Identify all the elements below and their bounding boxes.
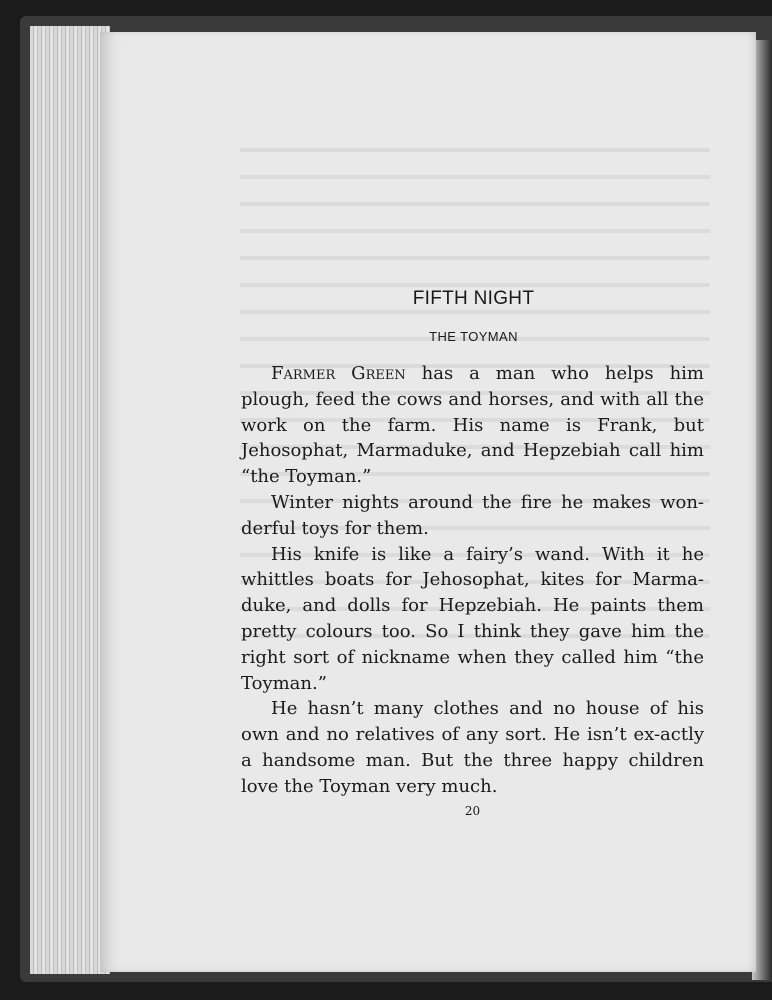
paragraph-text: He hasn’t many clothes and no house of his own and no relatives of any sort. He isn’t ex-actly a handsome man. But the three happy children love the Toyman very much. <box>241 698 704 797</box>
paragraph-lead: Farmer Green <box>271 363 406 384</box>
body-text <box>241 361 704 800</box>
paragraph-text: Winter nights around the fire he makes won-derful toys for them. <box>241 491 704 539</box>
page-content <box>241 284 704 800</box>
page-edges <box>30 26 110 974</box>
paragraph-3 <box>241 542 704 697</box>
paragraph-text: has a man who helps him plough, feed the cows and horses, and with all the work on the farm. His name is Frank, but Jehosophat, Marmaduke, and Hepzebiah call him “the Toyman.” <box>241 363 704 488</box>
paragraph-2 <box>241 490 704 542</box>
chapter-subtitle: THE TOYMAN <box>429 329 518 344</box>
page-number: 20 <box>464 804 481 818</box>
paragraph-1 <box>241 361 704 490</box>
paragraph-4 <box>241 696 704 799</box>
paragraph-text: His knife is like a fairy’s wand. With it he whittles boats for Jehosophat, kites for Marma-duke, and dolls for Hepzebiah. He paints them pretty colours too. So I think they gave him the right sort of nickname when they called him “the Toyman.” <box>241 543 704 694</box>
chapter-title: FIFTH NIGHT <box>412 288 535 309</box>
